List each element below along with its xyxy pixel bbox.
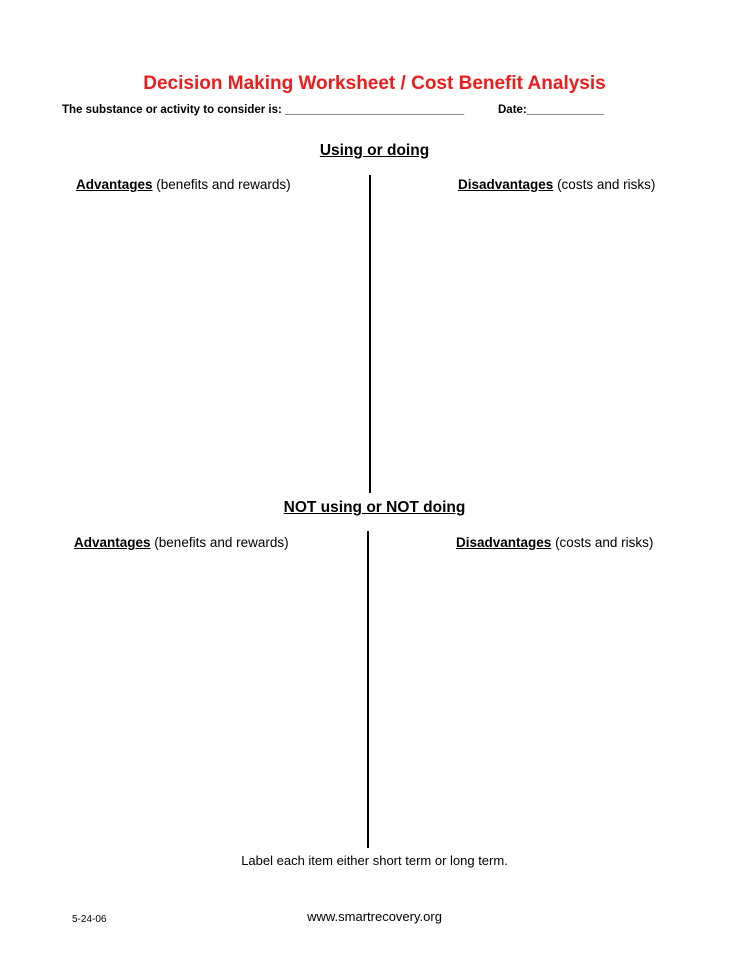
substance-label: The substance or activity to consider is:: [62, 104, 282, 116]
date-label: Date:: [498, 104, 527, 116]
substance-blank: ____________________________: [285, 104, 465, 116]
not-using-advantages-label: [74, 535, 289, 550]
date-line: [498, 104, 604, 116]
using-advantages-key: Advantages: [76, 177, 153, 192]
using-disadvantages-key: Disadvantages: [458, 177, 554, 192]
not-using-disadvantages-key: Disadvantages: [456, 535, 552, 550]
page-title: Decision Making Worksheet / Cost Benefit Analysis: [143, 73, 606, 94]
footer-url: www.smartrecovery.org: [307, 909, 442, 924]
footer-date-code: 5-24-06: [72, 914, 107, 925]
using-advantages-label: [76, 177, 291, 192]
instruction-note: Label each item either short term or long term.: [241, 853, 508, 868]
section-heading-not-using: NOT using or NOT doing: [283, 499, 466, 516]
not-using-advantages-desc: (benefits and rewards): [154, 535, 289, 550]
not-using-advantages-key: Advantages: [74, 535, 151, 550]
using-column-divider: [369, 175, 371, 493]
not-using-disadvantages-label: [456, 535, 653, 550]
using-disadvantages-label: [458, 177, 655, 192]
date-blank: ____________: [526, 104, 604, 116]
not-using-disadvantages-desc: (costs and risks): [555, 535, 654, 550]
using-disadvantages-desc: (costs and risks): [557, 177, 656, 192]
substance-line: [62, 104, 464, 116]
not-using-column-divider: [367, 531, 369, 848]
section-heading-using: Using or doing: [319, 142, 430, 159]
using-advantages-desc: (benefits and rewards): [156, 177, 291, 192]
